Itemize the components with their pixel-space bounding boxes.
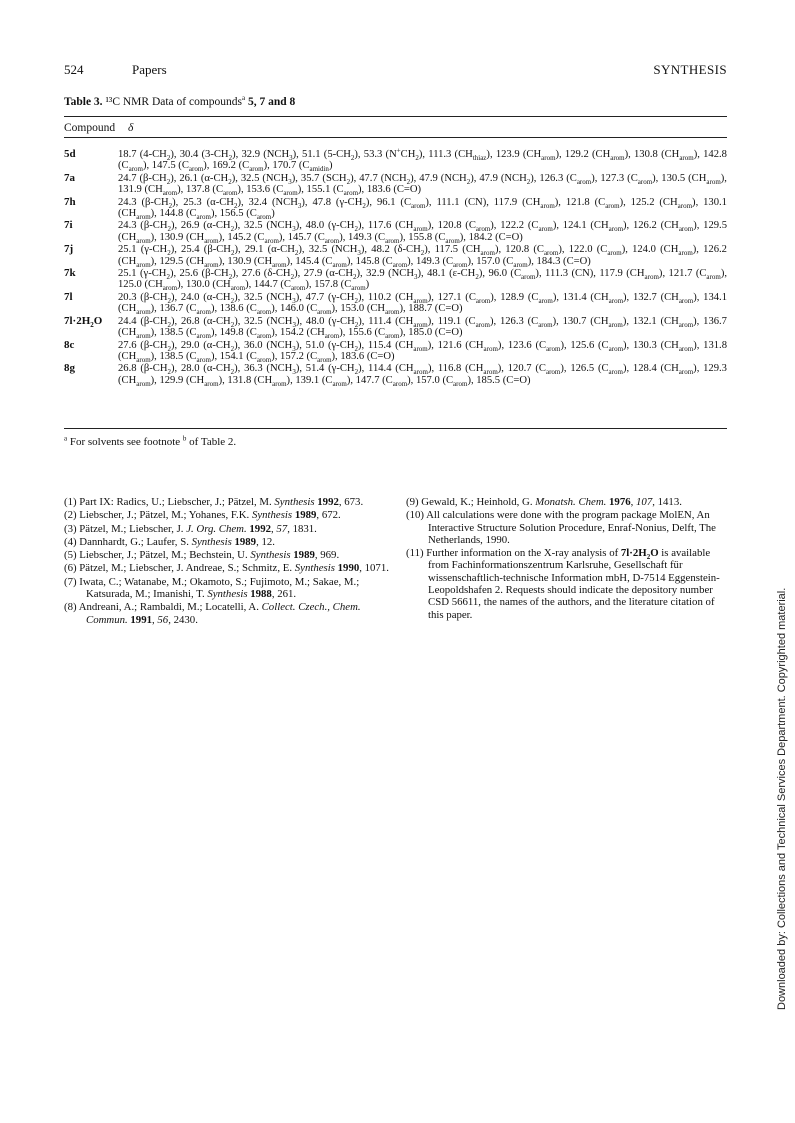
table-top-rule [64,116,727,117]
table-footnote [64,436,236,448]
section-name: Papers [132,62,167,77]
chemical-shifts: 25.1 $(\gamma-CH_2)$, 25.4 $(\beta-CH_2)$, 29.1 $(\alpha-CH_2)$, 32.5 $(NCH_3)$, 48.2 $(\delta-CH_2)$, 117.5 $(CH_{arom})$, 120.8 $(C_{arom})$, 122.0 $(C_{arom})$, 124.0 $(CH_{arom})$, 126.2 $(CH_{arom})$, 129.5 $(CH_{arom})$, 130.9 $(CH_{arom})$, 145.4 $(C_{arom})$, 145.8 $(C_{arom})$, 149.3 $(C_{arom})$, 157.0 $(C_{arom})$, 184.3 (C=O) [118,244,727,269]
chemical-shifts: 24.4 $(\beta-CH_2)$, 26.8 $(\alpha-CH_2)$, 32.5 $(NCH_3)$, 48.0 $(\gamma-CH_2)$, 111.4 $(CH_{arom})$, 119.1 $(C_{arom})$, 126.3 $(C_{arom})$, 130.7 $(CH_{arom})$, 132.1 $(CH_{arom})$, 136.7 $(CH_{arom})$, 138.5 $(C_{arom})$, 149.8 $(C_{arom})$, 154.2 $(CH_{arom})$, 155.6 $(C_{arom})$, 185.0 (C=O) [118,315,727,341]
compound-id: 7h [64,195,76,208]
footnote-text-end: of Table 2. [186,436,237,448]
table-label: Table 3. [64,96,103,108]
caption-compounds: 5, 7 and 8 [245,96,296,108]
chemical-shifts: 18.7 $(4-CH_2)$, 30.4 $(3-CH_2)$, 32.9 $(NCH_3)$, 51.1 $(5-CH_2)$, 53.3 $(N^+CH_2)$, 111.3 $(CH_{thiaz})$, 123.9 $(CH_{arom})$, 129.2 $(CH_{arom})$, 130.8 $(CH_{arom})$, 142.8 $(C_{arom})$, 147.5 $(C_{arom})$, 169.2 $(C_{arom})$, 170.7 $(C_{amidin})$ [118,146,727,174]
compound-id: 7l [64,290,73,303]
chemical-shifts: 24.3 $(\beta-CH_2)$, 26.9 $(\alpha-CH_2)$, 32.5 $(NCH_3)$, 48.0 $(\gamma-CH_2)$, 117.6 $(CH_{arom})$, 120.8 $(C_{arom})$, 122.2 $(C_{arom})$, 124.1 $(CH_{arom})$, 126.2 $(CH_{arom})$, 129.5 $(CH_{arom})$, 130.9 $(CH_{arom})$, 145.2 $(C_{arom})$, 145.7 $(C_{arom})$, 149.3 $(C_{arom})$, 155.8 $(C_{arom})$, 184.2 (C=O) [118,220,727,245]
column-delta: δ [128,122,134,134]
reference-item: (7) Iwata, C.; Watanabe, M.; Okamoto, S.; Fujimoto, M.; Sakae, M.; Katsurada, M.; Imanishi, T. Synthesis 1988, 261. [64,575,360,601]
table-row [64,292,727,315]
compound-id: 7i [64,219,73,232]
reference-item: (10) All calculations were done with the program package MolEN, An Interactive Structure Solution Procedure, Enraf-Nonius, Delft, The Netherlands, 1990. [406,509,716,546]
table-caption [64,96,295,108]
references-left-column [64,496,391,627]
references-right-column [406,496,727,622]
chemical-shifts: 24.7 $(\beta-CH_2)$, 26.1 $(\alpha-CH_2)$, 32.5 $(NCH_3)$, 35.7 $(SCH_2)$, 47.7 $(NCH_2)$, 47.9 $(NCH_2)$, 47.9 $(NCH_2)$, 126.3 $(C_{arom})$, 127.3 $(C_{arom})$, 130.5 $(CH_{arom})$, 131.9 $(CH_{arom})$, 137.8 $(C_{arom})$, 153.6 $(C_{arom})$, 155.1 $(C_{arom})$, 183.6 (C=O) [118,172,727,198]
reference-item: (2) Liebscher, J.; Pätzel, M.; Yohanes, F.K. Synthesis 1989, 672. [64,509,341,522]
table-header-rule [64,137,727,138]
table-row [64,244,727,267]
table-row [64,146,727,174]
chemical-shifts: 20.3 $(\beta-CH_2)$, 24.0 $(\alpha-CH_2)$, 32.5 $(NCH_3)$, 47.7 $(\gamma-CH_2)$, 110.2 $(CH_{arom})$, 127.1 $(C_{arom})$, 128.9 $(C_{arom})$, 131.4 $(CH_{arom})$, 132.7 $(CH_{arom})$, 134.1 $(CH_{arom})$, 136.7 $(C_{arom})$, 138.6 $(C_{arom})$, 146.0 $(C_{arom})$, 153.0 $(CH_{arom})$, 188.7 (C=O) [118,291,727,317]
reference-item: (8) Andreani, A.; Rambaldi, M.; Locatelli, A. Collect. Czech., Chem. Commun. 1991, 56, 2430. [64,601,361,626]
footnote-text: For solvents see footnote [67,436,183,448]
reference-item: (6) Pätzel, M.; Liebscher, J. Andreae, S.; Schmitz, E. Synthesis 1990, 1071. [64,562,389,575]
caption-footnote-mark: a [242,94,246,103]
reference-item: (3) Pätzel, M.; Liebscher, J. J. Org. Chem. 1992, 57, 1831. [64,522,317,535]
page-number: 524 [64,62,84,77]
footnote-mark: a [64,434,68,443]
compound-id: 7a [64,171,75,184]
table-row [64,268,727,291]
compound-id: 8g [64,362,75,375]
table-row [64,363,727,386]
chemical-shifts: 25.1 $(\gamma-CH_2)$, 25.6 $(\beta-CH_2)$, 27.6 $(\delta-CH_2)$, 27.9 $(\alpha-CH_2)$, 32.9 $(NCH_3)$, 48.1 $(\varepsilon-CH_2)$, 96.0 $(C_{arom})$, 111.3 (CN), 117.9 $(CH_{arom})$, 121.7 $(C_{arom})$, 125.0 $(CH_{arom})$, 130.0 $(CH_{arom})$, 144.7 $(C_{arom})$, 157.8 $(C_{arom})$ [118,268,727,293]
chemical-shifts: 26.8 $(\beta-CH_2)$, 28.0 $(\alpha-CH_2)$, 36.3 $(NCH_3)$, 51.4 $(\gamma-CH_2)$, 114.4 $(CH_{arom})$, 116.8 $(CH_{arom})$, 120.7 $(C_{arom})$, 126.5 $(C_{arom})$, 128.4 $(CH_{arom})$, 129.3 $(CH_{arom})$, 129.9 $(CH_{arom})$, 131.8 $(CH_{arom})$, 139.1 $(C_{arom})$, 147.7 $(C_{arom})$, 157.0 $(C_{arom})$, 185.5 (C=O) [118,363,727,388]
table-bottom-rule [64,428,727,429]
nmr-table [64,146,727,388]
chemical-shifts: 27.6 $(\beta-CH_2)$, 29.0 $(\alpha-CH_2)$, 36.0 $(NCH_3)$, 51.0 $(\gamma-CH_2)$, 115.4 $(CH_{arom})$, 121.6 $(CH_{arom})$, 123.6 $(C_{arom})$, 125.6 $(C_{arom})$, 130.3 $(CH_{arom})$, 131.8 $(CH_{arom})$, 138.5 $(C_{arom})$, 154.1 $(C_{arom})$, 157.2 $(C_{arom})$, 183.6 (C=O) [118,339,727,365]
reference-item: (4) Dannhardt, G.; Laufer, S. Synthesis 1989, 12. [64,535,275,548]
page-header [64,62,727,82]
table-row [64,220,727,243]
reference-item: (11) Further information on the X-ray analysis of $7l\cdot 2H_2O$ is available from Fachinformationszentrum Karlsruhe, Gesellschaft für wissenschaftlich-technische Information mbH, D-7514 Eggenstein-Leopoldshafen 2. Requests should indicate the depository number CSD 56611, the names of the authors, and the literature citation of this paper. [406,547,720,621]
compound-id: $7l\cdot 2H_2O$ [64,314,103,329]
compound-id: 5d [64,148,76,160]
reference-item: (9) Gewald, K.; Heinhold, G. Monatsh. Chem. 1976, 107, 1413. [406,496,682,508]
reference-item: (5) Liebscher, J.; Pätzel, M.; Bechstein, U. Synthesis 1989, 969. [64,549,340,562]
caption-text: ¹³C NMR Data of compounds [102,96,243,108]
compound-id: 7k [64,267,76,280]
compound-id: 8c [64,338,75,351]
table-row [64,173,727,196]
journal-name: SYNTHESIS [653,62,727,77]
column-compound: Compound [64,122,116,134]
compound-id: 7j [64,243,74,256]
chemical-shifts: 24.3 $(\beta-CH_2)$, 25.3 $(\alpha-CH_2)$, 32.4 $(NCH_3)$, 47.8 $(\gamma-CH_2)$, 96.1 $(C_{arom})$, 111.1 (CN), 117.9 $(CH_{arom})$, 121.8 $(C_{arom})$, 125.2 $(CH_{arom})$, 130.1 $(CH_{arom})$, 144.8 $(C_{arom})$, 156.5 $(C_{arom})$ [118,196,727,222]
footnote-ref-mark: b [182,434,187,443]
table-row [64,316,727,339]
table-row [64,197,727,220]
reference-item: (1) Part IX: Radics, U.; Liebscher, J.; Pätzel, M. Synthesis 1992, 673. [64,496,364,508]
table-column-header [64,122,134,134]
download-watermark: Downloaded by: Collections and Technical Services Department. Copyrighted material. [776,587,788,1010]
table-row [64,340,727,363]
